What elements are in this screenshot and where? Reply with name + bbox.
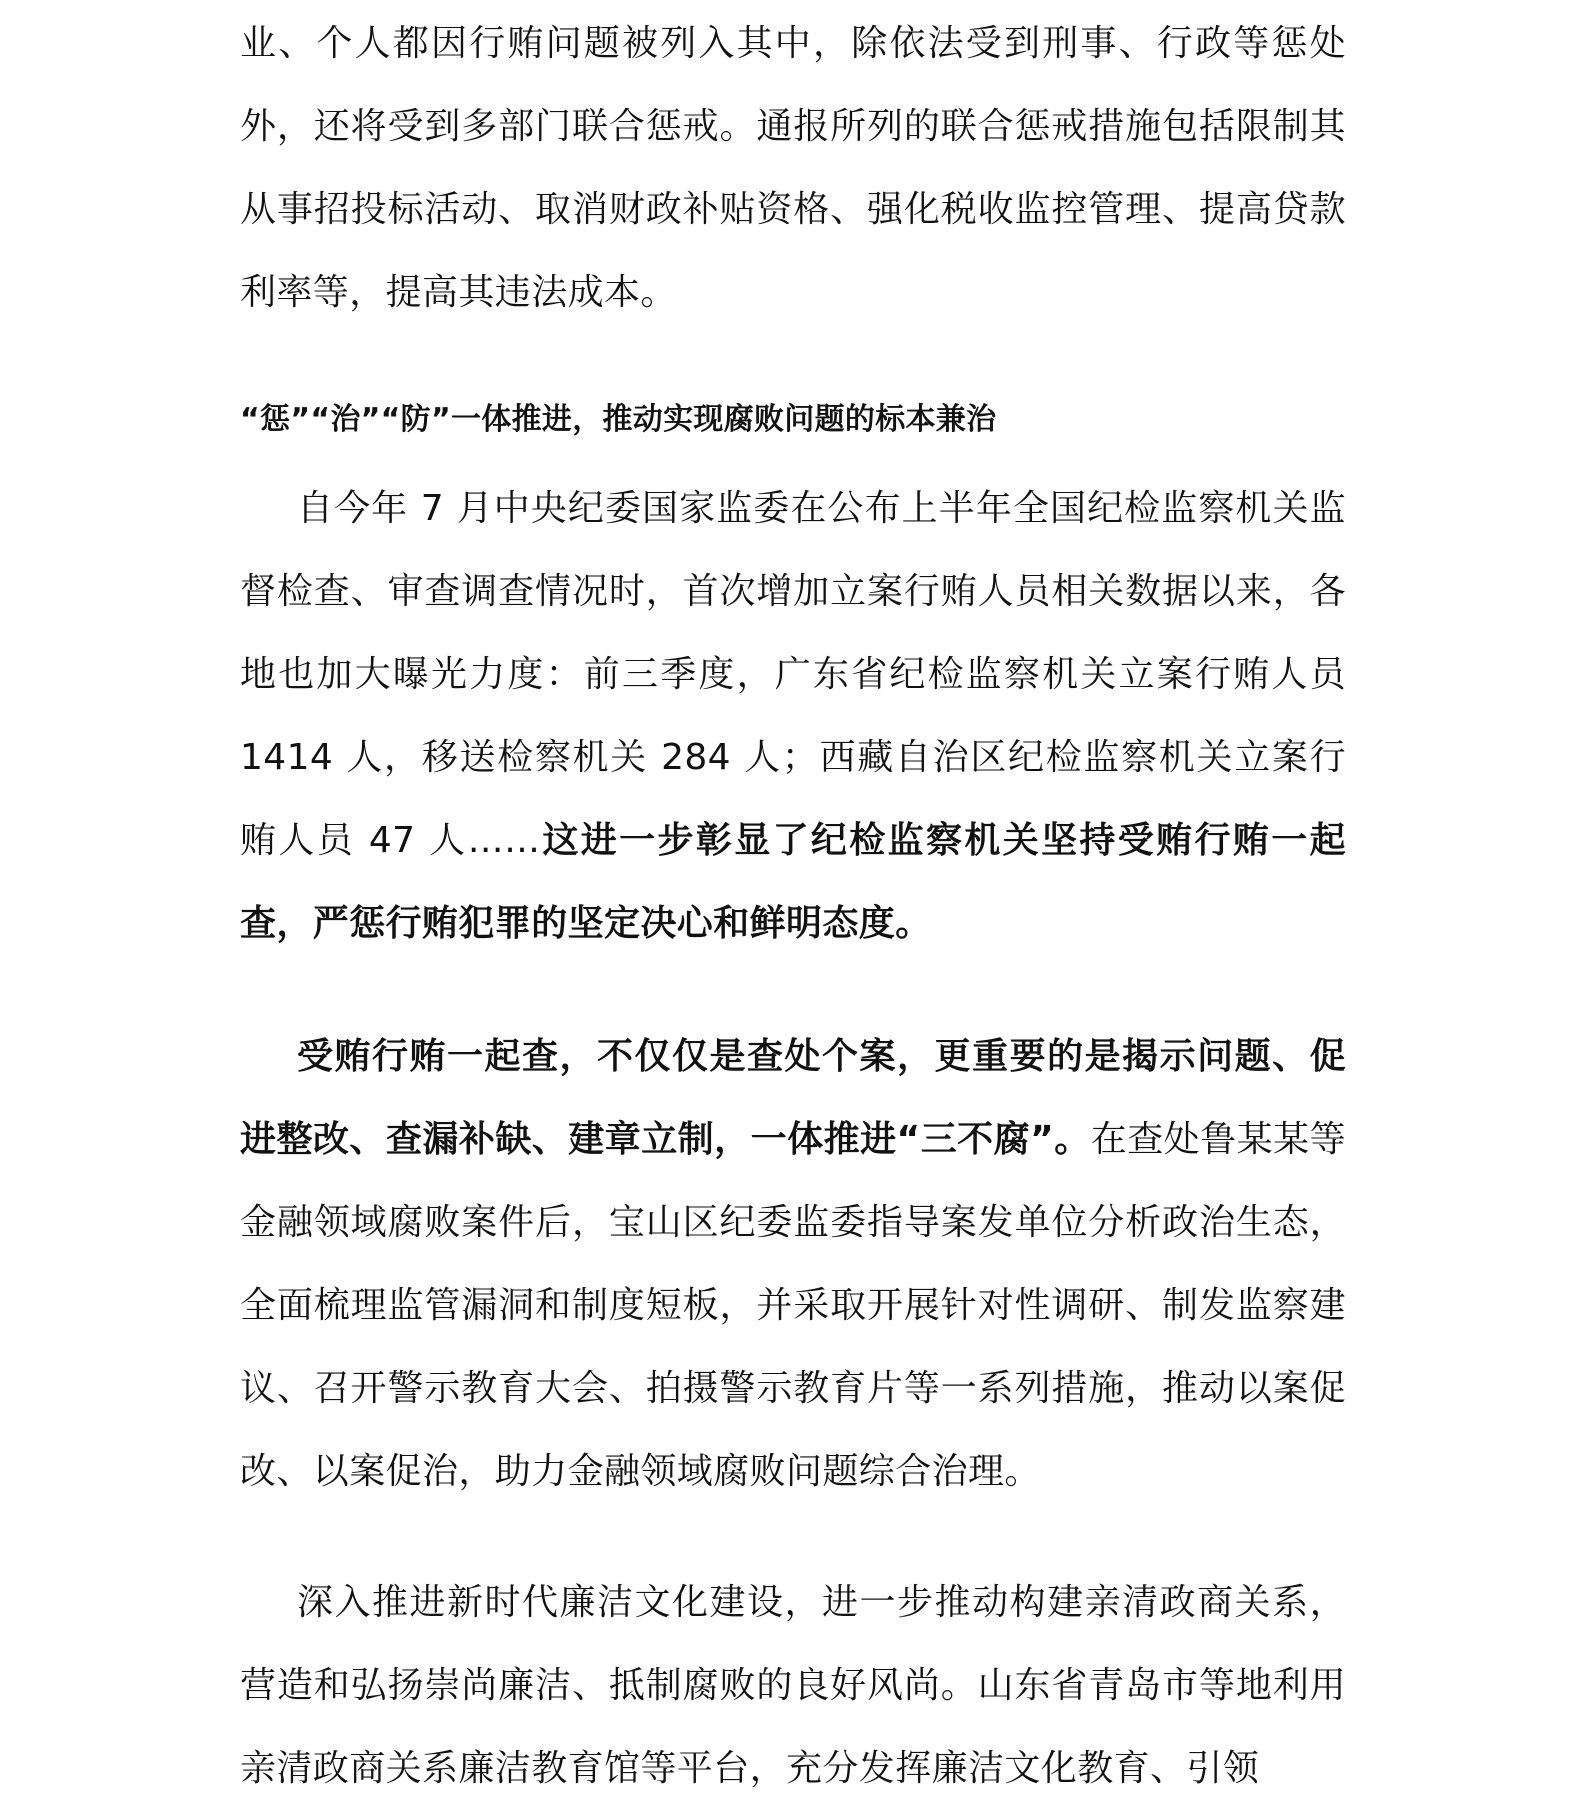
document-body [240,2,1346,334]
paragraph-exposure-emphasis: 这进一步彰显了纪检监察机关坚持受贿行贿一起查，严惩行贿犯罪的坚定决心和鲜明态度。 [240,820,1346,944]
paragraph-exposure-container [240,467,1346,965]
paragraph-investigation [240,1015,1346,1513]
section-heading: “惩”“治”“防”一体推进，推动实现腐败问题的标本兼治 [240,402,997,437]
paragraph-investigation-text: 在查处鲁某某等金融领域腐败案件后，宝山区纪委监委指导案发单位分析政治生态，全面梳理监管漏洞和制度短板，并采取开展针对性调研、制发监察建议、召开警示教育大会、拍摄警示教育片等一系列措施，推动以案促改、以案促治，助力金融领域腐败问题综合治理。 [240,1119,1346,1492]
paragraph-exposure [240,467,1346,965]
section-heading-container [240,398,1346,442]
paragraph-integrity-culture: 深入推进新时代廉洁文化建设，进一步推动构建亲清政商关系，营造和弘扬崇尚廉洁、抵制腐败的良好风尚。山东省青岛市等地利用亲清政商关系廉洁教育馆等平台，充分发挥廉洁文化教育、引领 [240,1582,1346,1789]
paragraph-exposure-text: 自今年 7 月中央纪委国家监委在公布上半年全国纪检监察机关监督检查、审查调查情况时，首次增加立案行贿人员相关数据以来，各地也加大曝光力度：前三季度，广东省纪检监察机关立案行贿人员 1414 人，移送检察机关 284 人；西藏自治区纪检监察机关立案行贿人员 47 人…… [240,488,1346,861]
paragraph-investigation-container [240,1015,1346,1513]
paragraph-joint-punishment: 业、个人都因行贿问题被列入其中，除依法受到刑事、行政等惩处外，还将受到多部门联合惩戒。通报所列的联合惩戒措施包括限制其从事招投标活动、取消财政补贴资格、强化税收监控管理、提高贷款利率等，提高其违法成本。 [240,23,1346,313]
paragraph-investigation-emphasis: 受贿行贿一起查，不仅仅是查处个案，更重要的是揭示问题、促进整改、查漏补缺、建章立制，一体推进“三不腐”。 [240,1036,1346,1160]
paragraph-integrity-culture-container [240,1561,1346,1810]
